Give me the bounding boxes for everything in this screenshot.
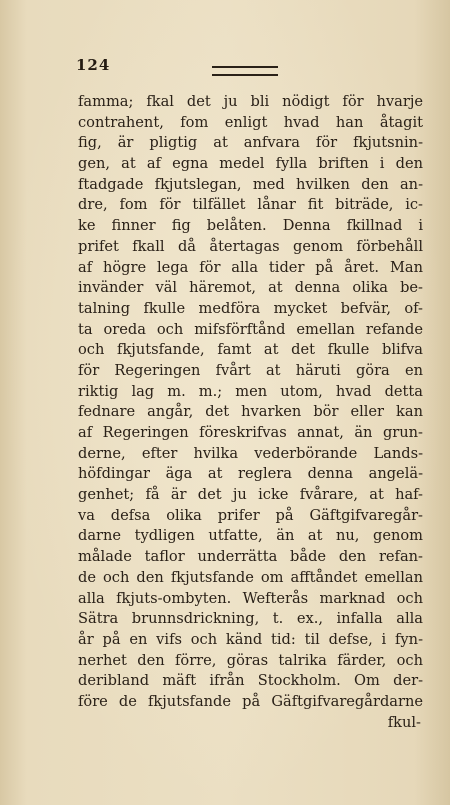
page-header (76, 56, 376, 80)
text-line: gen, at af egna medel fylla briften i den (78, 155, 423, 173)
text-line: prifet fkall då återtagas genom förbehåll (78, 237, 423, 255)
text-line: ke finner fig belåten. Denna fkillnad i (78, 217, 423, 235)
text-line: contrahent, fom enligt hvad han åtagit (78, 113, 423, 131)
text-line: och fkjutsfande, famt at det fkulle blifva (78, 341, 423, 359)
text-line: höfdingar äga at reglera denna angelä- (78, 465, 423, 483)
text-line: dre, fom för tilfället lånar fit biträde, ic- (78, 196, 423, 214)
text-line: målade taflor underrätta både den refan- (78, 548, 423, 566)
text-line: af Regeringen föreskrifvas annat, än grun- (78, 424, 423, 441)
header-double-rule (212, 66, 278, 76)
text-line: för Regeringen fvårt at häruti göra en (78, 361, 423, 379)
text-line: riktig lag m. m.; men utom, hvad detta (78, 382, 423, 400)
text-line: de och den fkjutsfande om afftåndet emellan (78, 568, 423, 586)
text-line: Sätra brunnsdrickning, t. ex., infalla alla (78, 610, 423, 628)
text-line: deribland mäft ifrån Stockholm. Om der- (78, 672, 423, 690)
text-line: famma; fkal det ju bli nödigt för hvarje (78, 93, 423, 110)
text-line: före de fkjutsfande på Gäftgifvaregårdarne (78, 692, 423, 710)
text-line: alla fkjuts-ombyten. Wefterås marknad och (78, 589, 423, 607)
text-line: talning fkulle medföra mycket befvär, of- (78, 299, 423, 317)
text-line: va defsa olika prifer på Gäftgifvaregår- (78, 506, 423, 524)
text-line: nerhet den förre, göras talrika färder, och (78, 651, 423, 669)
text-line: ta oreda och mifsförftånd emellan refande (78, 320, 423, 338)
text-line: invänder väl häremot, at denna olika be- (78, 279, 423, 297)
text-line: fig, är pligtig at anfvara för fkjutsnin- (78, 134, 423, 152)
text-line: derne, efter hvilka vederbörande Lands- (78, 444, 423, 462)
body-text (78, 92, 423, 733)
catchword: fkul- (387, 713, 421, 731)
text-line: år på en vifs och känd tid: til defse, i fyn- (78, 630, 423, 648)
text-line: darne tydligen utfatte, än at nu, genom (78, 527, 423, 545)
text-line: fednare angår, det hvarken bör eller kan (78, 403, 423, 421)
text-line: af högre lega för alla tider på året. Man (78, 258, 423, 276)
text-line: ftadgade fkjutslegan, med hvilken den an- (78, 175, 423, 193)
page-number: 124 (76, 56, 111, 74)
text-line: genhet; få är det ju icke fvårare, at haf- (78, 486, 423, 504)
